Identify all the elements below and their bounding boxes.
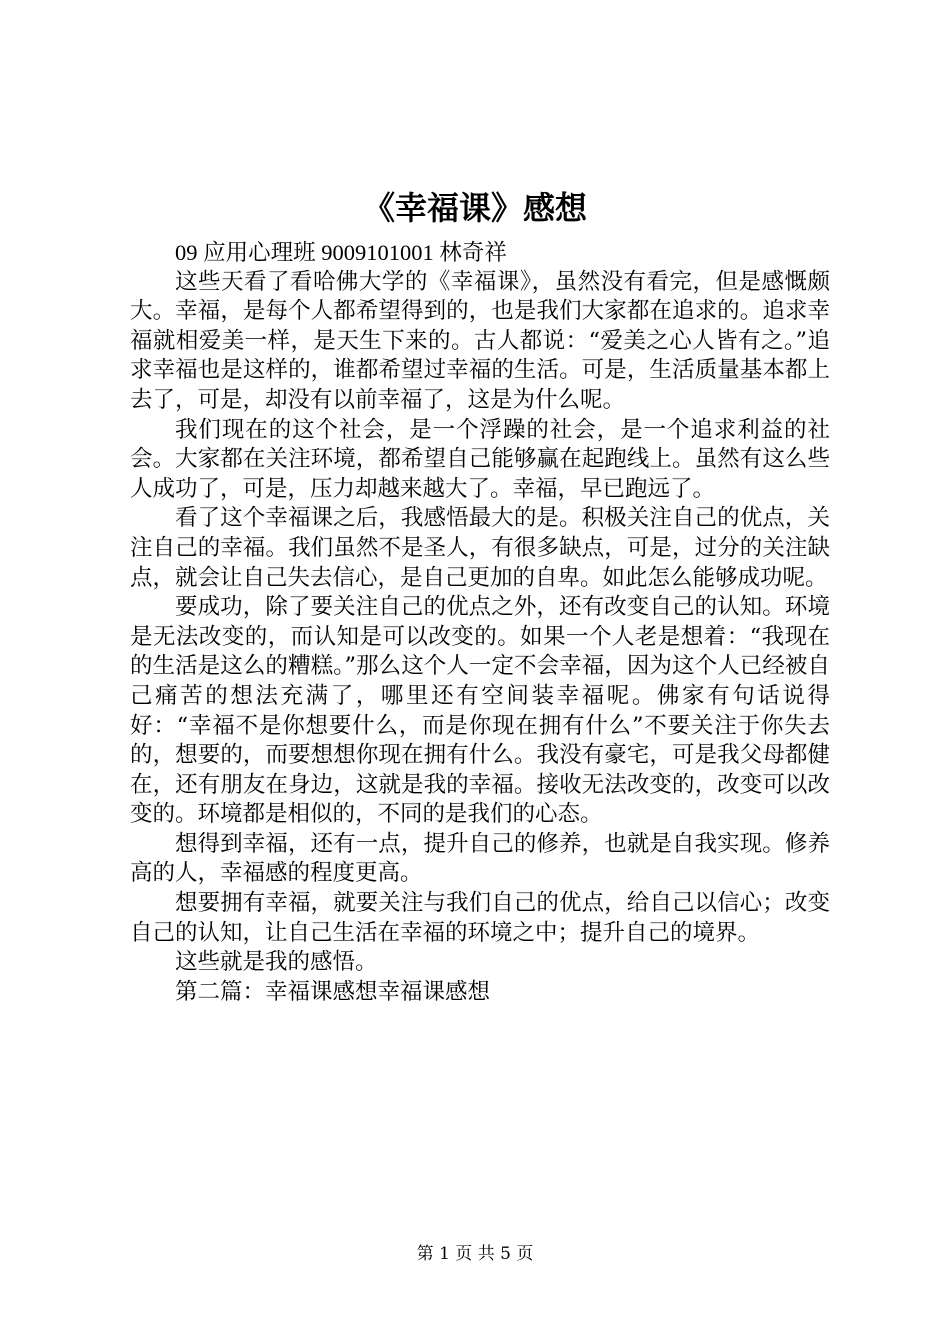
author-line: 09 应用心理班 9009101001 林奇祥 [175, 240, 507, 265]
document-title: 《幸福课》感想 [362, 189, 587, 227]
paragraph-7: 这些就是我的感悟。 [175, 949, 378, 976]
paragraph-6: 想要拥有幸福，就要关注与我们自己的优点，给自己以信心；改变自己的认知，让自己生活在幸福的环境之中；提升自己的境界。 [130, 890, 830, 946]
paragraph-1: 这些天看了看哈佛大学的《幸福课》，虽然没有看完，但是感慨颇大。幸福，是每个人都希望得到的，也是我们大家都在追求的。追求幸福就相爱美一样，是天生下来的。古人都说：“爱美之心人皆有之。”追求幸福也是这样的，谁都希望过幸福的生活。可是，生活质量基本都上去了，可是，却没有以前幸福了，这是为什么呢。 [130, 268, 830, 413]
paragraph-2: 我们现在的这个社会，是一个浮躁的社会，是一个追求利益的社会。大家都在关注环境，都希望自己能够赢在起跑线上。虽然有这么些人成功了，可是，压力却越来越大了。幸福，早已跑远了。 [130, 416, 830, 502]
page-footer: 第 1 页 共 5 页 [416, 1244, 534, 1264]
document-body [130, 238, 830, 1007]
paragraph-4: 要成功，除了要关注自己的优点之外，还有改变自己的认知。环境是无法改变的，而认知是可以改变的。如果一个人老是想着：“我现在的生活是这么的糟糕。”那么这个人一定不会幸福，因为这个人已经被自己痛苦的想法充满了，哪里还有空间装幸福呢。佛家有句话说得好：“幸福不是你想要什么，而是你现在拥有什么”不要关注于你失去的，想要的，而要想想你现在拥有什么。我没有豪宅，可是我父母都健在，还有朋友在身边，这就是我的幸福。接收无法改变的，改变可以改变的。环境都是相似的，不同的是我们的心态。 [130, 594, 830, 828]
section-heading-2: 第二篇：幸福课感想幸福课感想 [175, 978, 491, 1005]
paragraph-3: 看了这个幸福课之后，我感悟最大的是。积极关注自己的优点，关注自己的幸福。我们虽然不是圣人，有很多缺点，可是，过分的关注缺点，就会让自己失去信心，是自己更加的自卑。如此怎么能够成功呢。 [130, 505, 830, 591]
paragraph-5: 想得到幸福，还有一点，提升自己的修养，也就是自我实现。修养高的人，幸福感的程度更高。 [130, 830, 830, 887]
